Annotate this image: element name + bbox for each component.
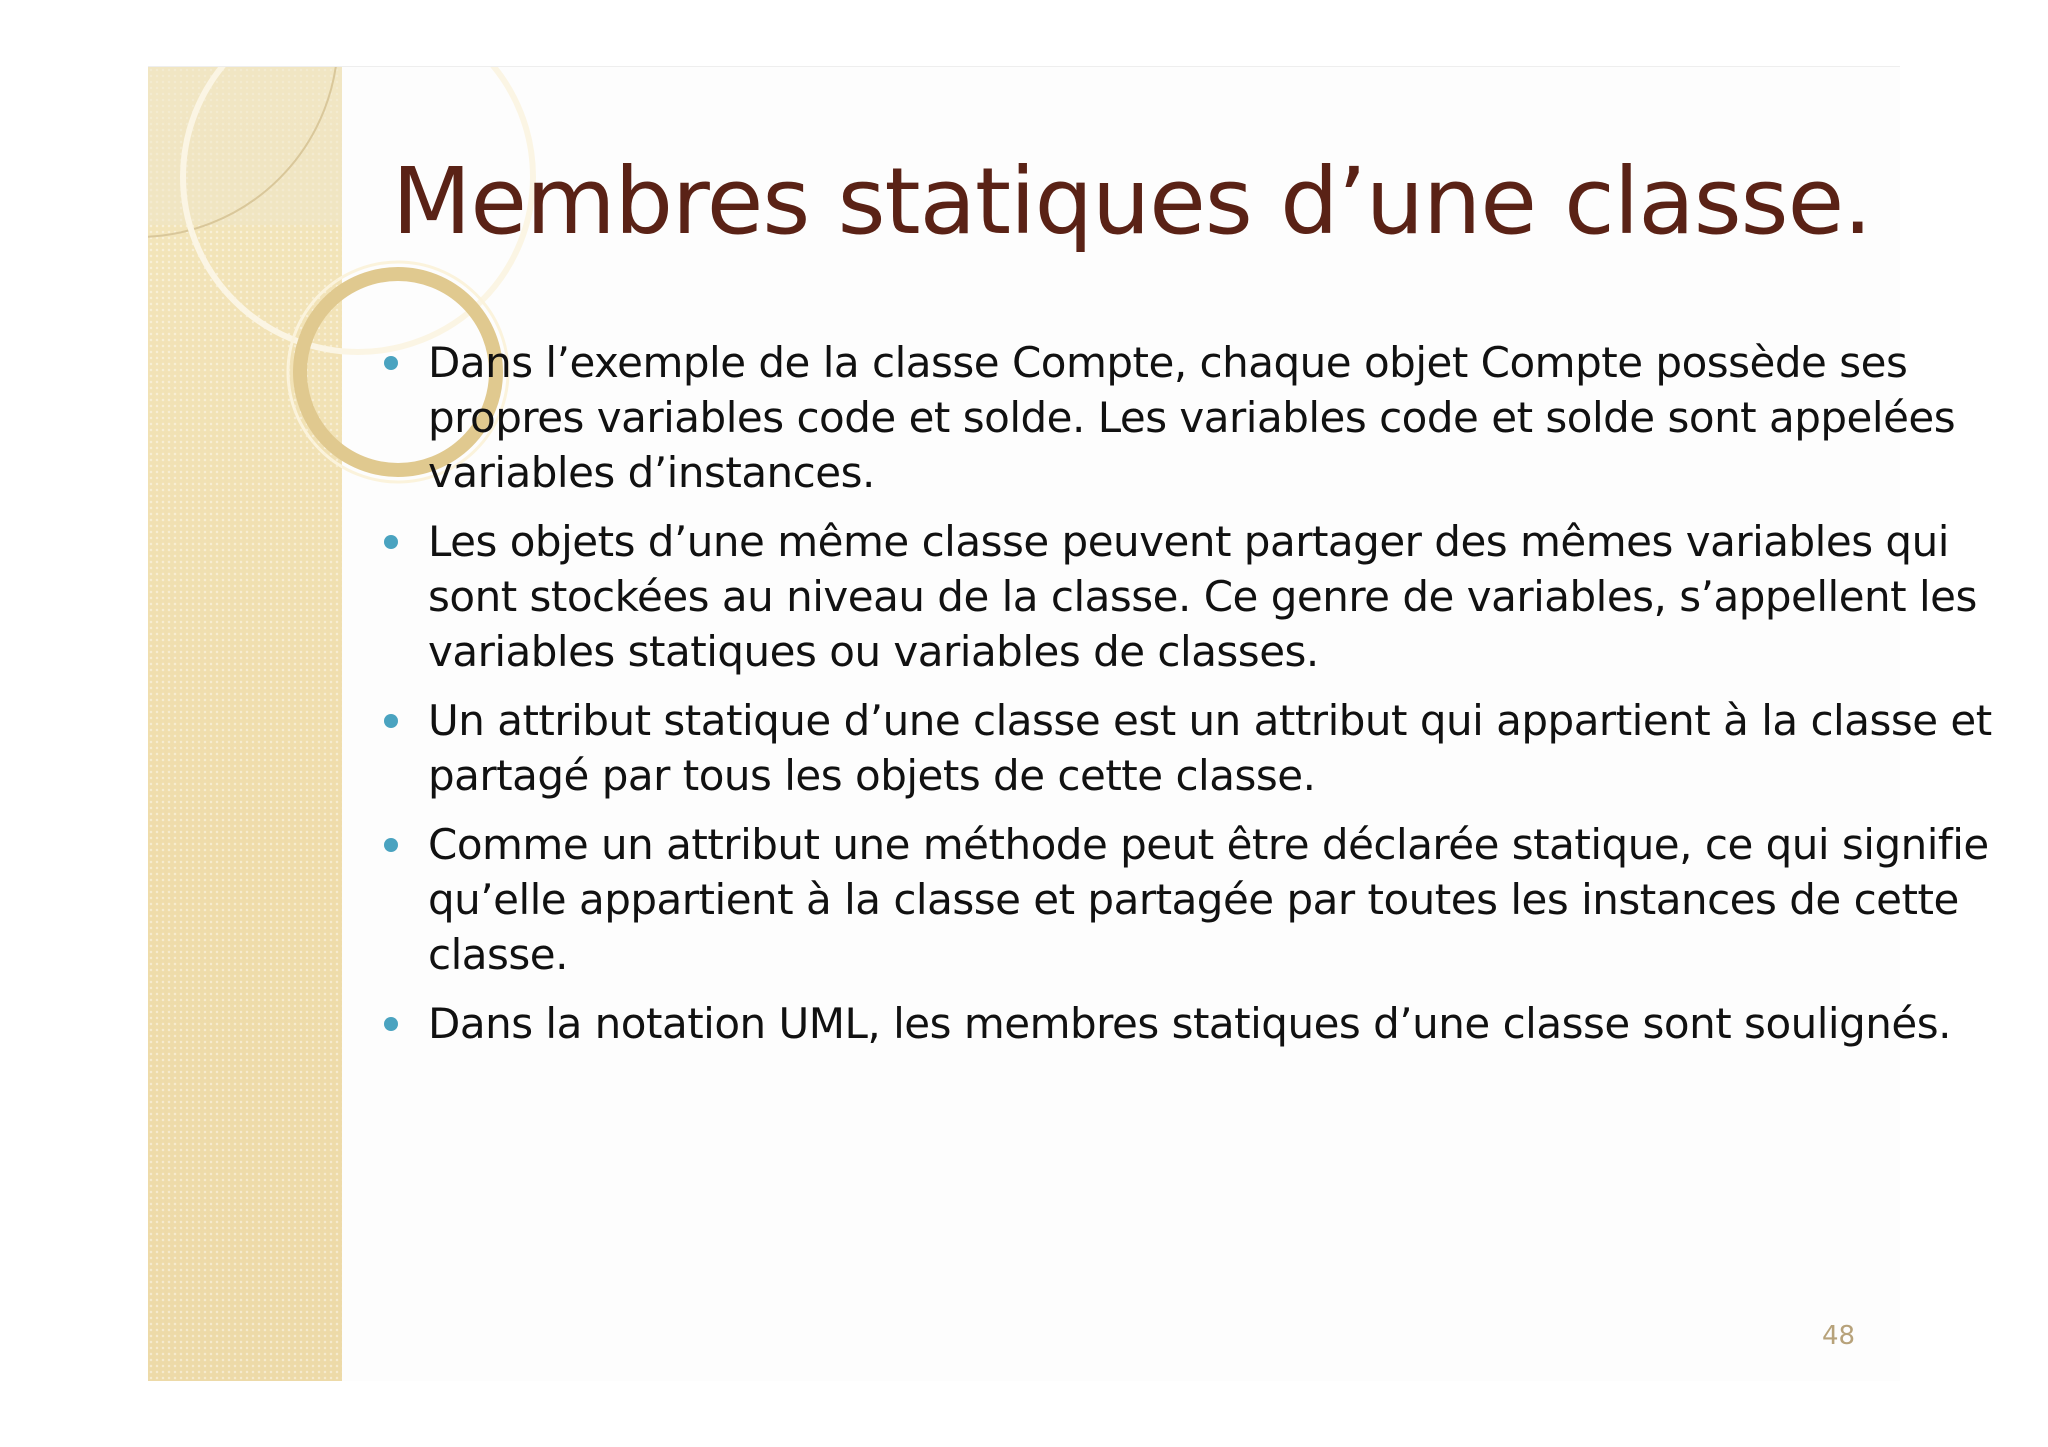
list-item	[428, 335, 1998, 500]
list-item	[428, 514, 1998, 679]
list-item	[428, 817, 1998, 982]
bullet-text: Dans l’exemple de la classe Compte, chaque objet Compte possède ses propres variables code et solde. Les variables code et solde sont appelées variables d’instances.	[428, 338, 1956, 497]
bullet-text: Dans la notation UML, les membres statiques d’une classe sont soulignés.	[428, 999, 1951, 1048]
bullet-text: Les objets d’une même classe peuvent partager des mêmes variables qui sont stockées au niveau de la classe. Ce genre de variables, s’appellent les variables statiques ou variables de classes.	[428, 517, 1977, 676]
page-number: 48	[1822, 1321, 1856, 1351]
bullet-icon	[384, 838, 398, 852]
bullet-list	[428, 335, 1998, 1065]
slide-title: Membres statiques d’une classe.	[392, 148, 1872, 255]
bullet-text: Un attribut statique d’une classe est un attribut qui appartient à la classe et partagé par tous les objets de cette classe.	[428, 696, 1992, 800]
bullet-icon	[384, 714, 398, 728]
list-item	[428, 693, 1998, 803]
bullet-text: Comme un attribut une méthode peut être déclarée statique, ce qui signifie qu’elle appartient à la classe et partagée par toutes les instances de cette classe.	[428, 820, 1989, 979]
bullet-icon	[384, 1017, 398, 1031]
bullet-icon	[384, 535, 398, 549]
bullet-icon	[384, 356, 398, 370]
list-item	[428, 996, 1998, 1051]
slide	[148, 66, 1992, 1381]
